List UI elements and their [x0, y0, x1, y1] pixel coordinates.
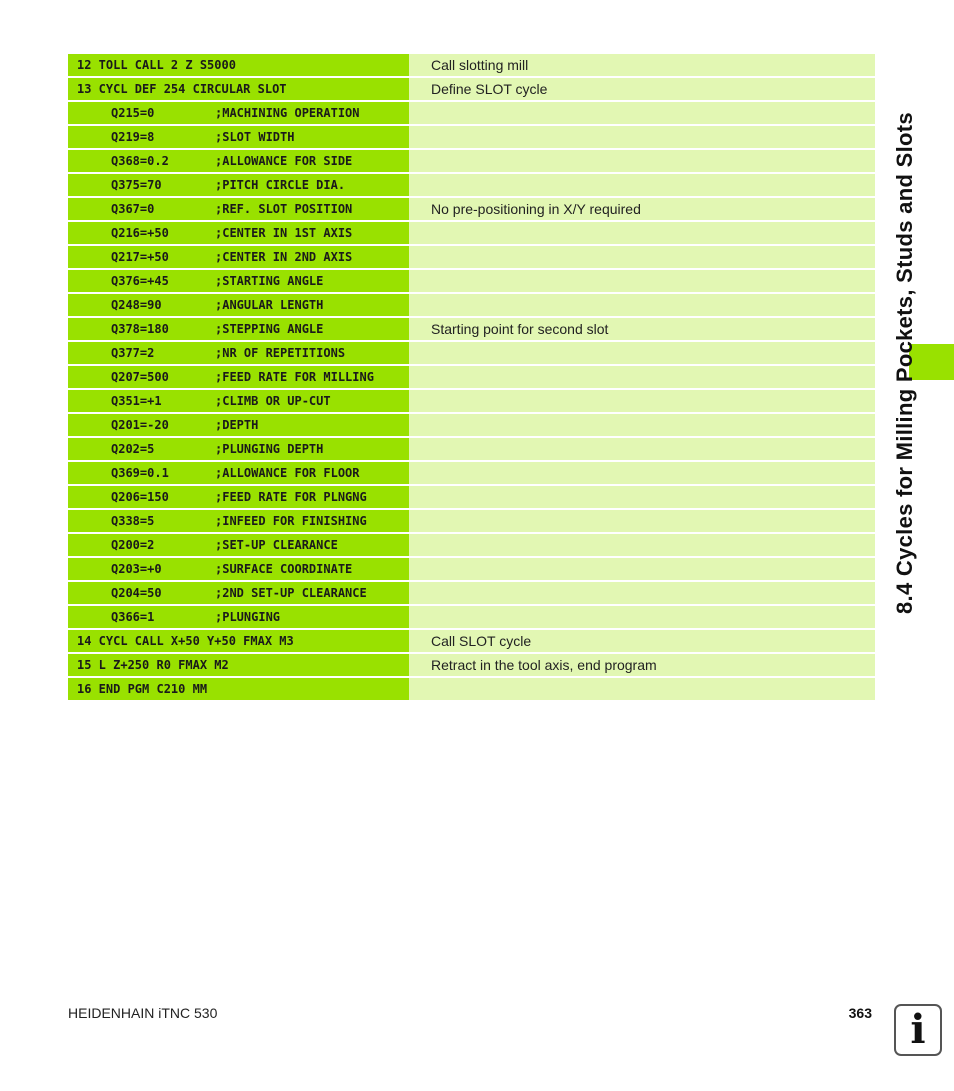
q-parameter: Q368=0.2 [111, 154, 169, 168]
table-row [68, 486, 875, 508]
nc-code-cell [68, 150, 409, 172]
parameter-comment: ;PLUNGING [215, 610, 281, 624]
q-parameter: Q215=0 [111, 106, 155, 120]
table-row [68, 54, 875, 76]
description-cell [409, 342, 875, 364]
description-cell [409, 366, 875, 388]
description-cell [409, 390, 875, 412]
nc-code-cell: 13 CYCL DEF 254 CIRCULAR SLOT [68, 78, 409, 100]
q-parameter: Q338=5 [111, 514, 155, 528]
table-row [68, 246, 875, 268]
parameter-comment: ;SET-UP CLEARANCE [215, 538, 338, 552]
parameter-comment: ;ALLOWANCE FOR FLOOR [215, 466, 360, 480]
parameter-comment: ;ALLOWANCE FOR SIDE [215, 154, 353, 168]
table-row [68, 654, 875, 676]
chapter-title: 8.4 Cycles for Milling Pockets, Studs and Slots [892, 112, 917, 614]
q-parameter: Q219=8 [111, 130, 155, 144]
description-cell: Call SLOT cycle [409, 630, 875, 652]
parameter-comment: ;MACHINING OPERATION [215, 106, 360, 120]
table-row [68, 198, 875, 220]
nc-code-cell [68, 414, 409, 436]
description-cell [409, 102, 875, 124]
description-cell [409, 462, 875, 484]
q-parameter: Q216=+50 [111, 226, 169, 240]
table-row [68, 78, 875, 100]
q-parameter: Q376=+45 [111, 274, 169, 288]
description-cell: Call slotting mill [409, 54, 875, 76]
description-cell [409, 270, 875, 292]
q-parameter: Q206=150 [111, 490, 169, 504]
info-glyph: i [910, 1006, 926, 1053]
parameter-comment: ;SURFACE COORDINATE [215, 562, 353, 576]
nc-code-cell [68, 342, 409, 364]
nc-code-cell [68, 558, 409, 580]
parameter-comment: ;ANGULAR LENGTH [215, 298, 324, 312]
description-cell [409, 294, 875, 316]
page-number: 363 [848, 1005, 872, 1021]
parameter-comment: ;STARTING ANGLE [215, 274, 324, 288]
description-cell: Define SLOT cycle [409, 78, 875, 100]
description-cell: Retract in the tool axis, end program [409, 654, 875, 676]
description-cell [409, 150, 875, 172]
q-parameter: Q369=0.1 [111, 466, 169, 480]
table-row [68, 102, 875, 124]
nc-code-cell: 16 END PGM C210 MM [68, 678, 409, 700]
nc-code-cell [68, 246, 409, 268]
info-icon [894, 1004, 942, 1056]
q-parameter: Q203=+0 [111, 562, 162, 576]
q-parameter: Q217=+50 [111, 250, 169, 264]
nc-code-cell [68, 270, 409, 292]
footer-manual-title: HEIDENHAIN iTNC 530 [68, 1005, 218, 1021]
nc-code-cell [68, 606, 409, 628]
parameter-comment: ;DEPTH [215, 418, 259, 432]
program-table [68, 54, 875, 702]
table-row [68, 606, 875, 628]
nc-code-cell [68, 438, 409, 460]
q-parameter: Q248=90 [111, 298, 162, 312]
table-row [68, 318, 875, 340]
table-row [68, 222, 875, 244]
parameter-comment: ;CENTER IN 1ST AXIS [215, 226, 353, 240]
table-row [68, 582, 875, 604]
nc-code-cell [68, 366, 409, 388]
nc-code-cell [68, 102, 409, 124]
nc-code-cell [68, 222, 409, 244]
table-row [68, 126, 875, 148]
nc-code-cell [68, 534, 409, 556]
description-cell [409, 486, 875, 508]
table-row [68, 270, 875, 292]
table-row [68, 414, 875, 436]
table-row [68, 510, 875, 532]
nc-code-cell [68, 174, 409, 196]
description-cell [409, 222, 875, 244]
parameter-comment: ;FEED RATE FOR MILLING [215, 370, 374, 384]
table-row [68, 678, 875, 700]
description-cell [409, 534, 875, 556]
description-cell [409, 558, 875, 580]
nc-code-cell [68, 126, 409, 148]
parameter-comment: ;PLUNGING DEPTH [215, 442, 324, 456]
nc-code-cell [68, 198, 409, 220]
table-row [68, 294, 875, 316]
q-parameter: Q201=-20 [111, 418, 169, 432]
nc-code-cell: 14 CYCL CALL X+50 Y+50 FMAX M3 [68, 630, 409, 652]
q-parameter: Q207=500 [111, 370, 169, 384]
description-cell [409, 414, 875, 436]
q-parameter: Q375=70 [111, 178, 162, 192]
nc-code-cell [68, 390, 409, 412]
description-cell [409, 606, 875, 628]
table-row [68, 150, 875, 172]
nc-code-cell [68, 318, 409, 340]
parameter-comment: ;NR OF REPETITIONS [215, 346, 346, 360]
description-cell [409, 246, 875, 268]
q-parameter: Q200=2 [111, 538, 155, 552]
q-parameter: Q202=5 [111, 442, 155, 456]
parameter-comment: ;CLIMB OR UP-CUT [215, 394, 331, 408]
table-row [68, 366, 875, 388]
q-parameter: Q204=50 [111, 586, 162, 600]
parameter-comment: ;2ND SET-UP CLEARANCE [215, 586, 367, 600]
q-parameter: Q367=0 [111, 202, 155, 216]
parameter-comment: ;SLOT WIDTH [215, 130, 295, 144]
nc-code-cell: 15 L Z+250 R0 FMAX M2 [68, 654, 409, 676]
table-row [68, 630, 875, 652]
table-row [68, 462, 875, 484]
parameter-comment: ;INFEED FOR FINISHING [215, 514, 367, 528]
nc-code-cell [68, 294, 409, 316]
table-row [68, 558, 875, 580]
q-parameter: Q378=180 [111, 322, 169, 336]
description-cell [409, 126, 875, 148]
nc-code-cell: 12 TOLL CALL 2 Z S5000 [68, 54, 409, 76]
parameter-comment: ;STEPPING ANGLE [215, 322, 324, 336]
nc-code-cell [68, 510, 409, 532]
nc-code-cell [68, 582, 409, 604]
description-cell [409, 438, 875, 460]
table-row [68, 534, 875, 556]
q-parameter: Q377=2 [111, 346, 155, 360]
description-cell [409, 510, 875, 532]
description-cell [409, 582, 875, 604]
parameter-comment: ;PITCH CIRCLE DIA. [215, 178, 346, 192]
nc-code-cell [68, 486, 409, 508]
parameter-comment: ;FEED RATE FOR PLNGNG [215, 490, 367, 504]
q-parameter: Q351=+1 [111, 394, 162, 408]
nc-code-cell [68, 462, 409, 484]
table-row [68, 390, 875, 412]
table-row [68, 438, 875, 460]
table-row [68, 342, 875, 364]
q-parameter: Q366=1 [111, 610, 155, 624]
description-cell: Starting point for second slot [409, 318, 875, 340]
parameter-comment: ;CENTER IN 2ND AXIS [215, 250, 353, 264]
description-cell: No pre-positioning in X/Y required [409, 198, 875, 220]
parameter-comment: ;REF. SLOT POSITION [215, 202, 353, 216]
table-row [68, 174, 875, 196]
description-cell [409, 174, 875, 196]
description-cell [409, 678, 875, 700]
